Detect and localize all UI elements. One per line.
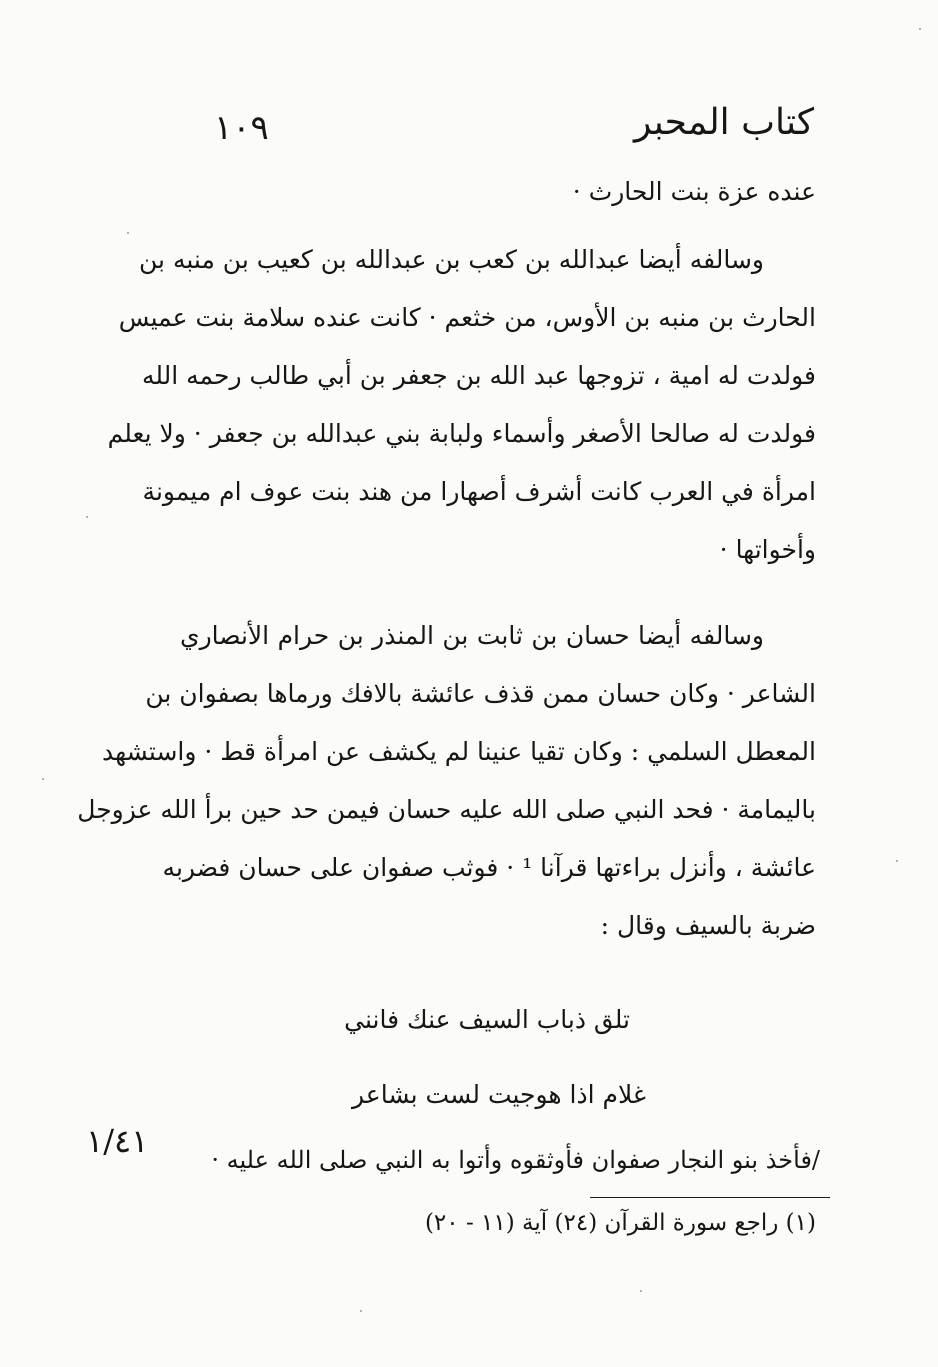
page-number: ١٠٩ — [214, 108, 269, 148]
verse-first-hemistich: تلق ذباب السيف عنك فانني — [344, 1005, 630, 1034]
verse-second-hemistich: غلام اذا هوجيت لست بشاعر — [352, 1080, 646, 1109]
footnote-divider — [590, 1197, 830, 1198]
text-line: فولدت له امية ، تزوجها عبد الله بن جعفر بن أبي طالب رحمه الله — [141, 361, 816, 390]
text-line: عائشة ، وأنزل براءتها قرآنا ¹ · فوثب صفوان على حسان فضربه — [162, 853, 816, 882]
paper-speck — [640, 1290, 642, 1292]
paper-speck — [86, 516, 88, 518]
text-line: الحارث بن منبه بن الأوس، من خثعم · كانت عنده سلامة بنت عميس — [118, 303, 816, 332]
paper-speck — [919, 28, 921, 30]
book-title: كتاب المحبر — [633, 102, 814, 143]
paper-speck — [360, 1310, 362, 1312]
text-line: وسالفه أيضا حسان بن ثابت بن المنذر بن حرام الأنصاري — [180, 621, 764, 650]
text-line: وأخواتها · — [719, 535, 816, 564]
margin-manuscript-reference: ١/٤١ — [86, 1122, 149, 1160]
paper-speck — [896, 860, 898, 862]
text-line: امرأة في العرب كانت أشرف أصهارا من هند بنت عوف ام ميمونة — [142, 477, 816, 506]
text-line: فولدت له صالحا الأصغر وأسماء ولبابة بني عبدالله بن جعفر · ولا يعلم — [107, 419, 816, 448]
closing-paragraph — [170, 1131, 820, 1189]
body-paragraph-1 — [180, 163, 816, 221]
text-line: باليمامة · فحد النبي صلى الله عليه حسان فيمن حد حين برأ الله عزوجل — [77, 795, 816, 824]
body-paragraph-2 — [107, 231, 816, 579]
text-line: عنده عزة بنت الحارث · — [572, 177, 816, 206]
text-line: وسالفه أيضا عبدالله بن كعب بن عبدالله بن كعيب بن منبه بن — [139, 245, 764, 274]
text-line: الشاعر · وكان حسان ممن قذف عائشة بالافك ورماها بصفوان بن — [145, 679, 816, 708]
body-paragraph-3 — [77, 607, 816, 955]
text-line: المعطل السلمي : وكان تقيا عنينا لم يكشف عن امرأة قط · واستشهد — [101, 737, 816, 766]
text-line: ضربة بالسيف وقال : — [600, 911, 816, 940]
text-line: /فأخذ بنو النجار صفوان فأوثقوه وأتوا به النبي صلى الله عليه · — [211, 1146, 820, 1174]
footnote: (١) راجع سورة القرآن (٢٤) آية (١١ - ٢٠) — [424, 1210, 816, 1236]
paper-speck — [127, 232, 129, 234]
paper-speck — [42, 778, 44, 780]
